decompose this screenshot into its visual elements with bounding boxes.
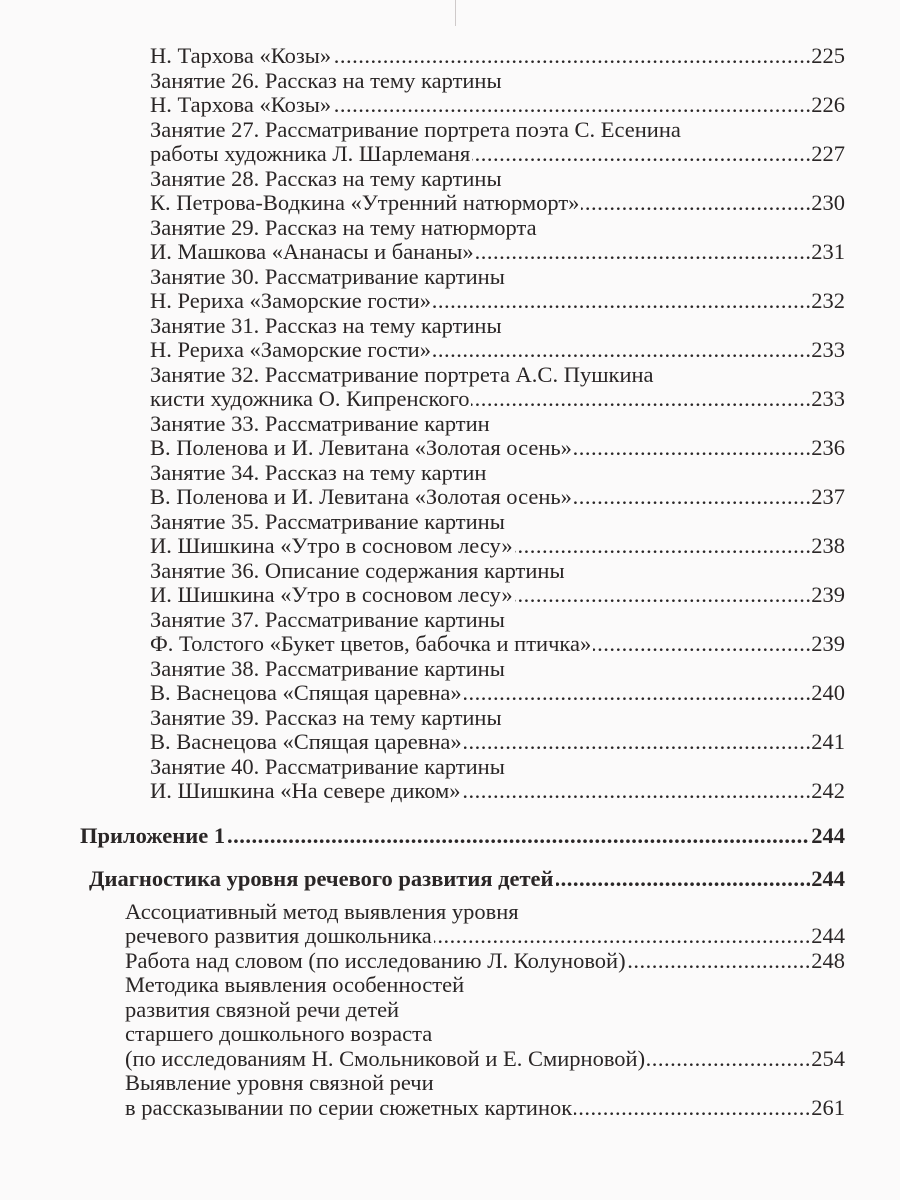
toc-entry-line [0,632,900,657]
entry-text: Занятие 27. Рассматривание портрета поэта С. Есенина [150,116,681,142]
toc-entry-line [0,265,900,290]
toc-entry-line [0,289,900,314]
toc-entry-line [0,510,900,535]
toc-entry-line [0,93,900,118]
entry-text: ..... Н. Тархова «Козы» [150,43,332,68]
entry-text: ..... Н. Рериха «Заморские гости» [150,337,431,362]
toc-entry-line [0,216,900,241]
toc-entry-line [0,240,900,265]
page-number: 240 [811,680,845,705]
toc-subentry-line [0,1022,900,1047]
toc-entry-line [0,583,900,608]
entry-text: ..... И. Шишкина «Утро в сосновом лесу» [150,533,513,558]
toc-subentry-line [0,1096,900,1121]
page-number: 239 [811,631,845,656]
toc-entry-line [0,755,900,780]
page-number: 236 [811,435,845,460]
page-number: 231 [811,239,845,264]
page-number: 233 [811,337,845,362]
page-number: 261 [811,1094,845,1120]
toc-entry-line [0,44,900,69]
diagnostics-heading [0,867,900,892]
entry-text: Занятие 40. Рассматривание картины [150,753,505,779]
entry-text: Занятие 30. Рассматривание картины [150,263,505,289]
entry-text: Занятие 28. Рассказ на тему картины [150,165,502,191]
entry-text: Выявление уровня связной речи [125,1070,434,1095]
toc-subentry-line [0,973,900,998]
entry-text: ..... Работа над словом (по исследованию Л. Колуновой) [125,947,626,973]
toc-subentry-line [0,1047,900,1072]
page-number: 227 [811,141,845,166]
page-number: 239 [811,582,845,607]
entry-text: развития связной речи детей [125,996,400,1022]
page-number: 226 [811,92,845,117]
page-number: 241 [811,729,845,754]
entry-text: ..... К. Петрова-Водкина «Утренний натюрморт» [150,190,580,215]
entry-text: ..... в рассказывании по серии сюжетных картинок [125,1094,573,1120]
entry-text: Ассоциативный метод выявления уровня [125,898,519,924]
entry-text: ..... Приложение 1 [80,822,226,848]
entry-text: Занятие 32. Рассматривание портрета А.С. Пушкина [150,361,654,387]
page-number: 232 [811,288,845,313]
entry-text: ..... Ф. Толстого «Букет цветов, бабочка и птичка» [150,631,592,656]
page-number: 233 [811,386,845,411]
toc-entry-line [0,608,900,633]
toc-entry-line [0,363,900,388]
page-number: 230 [811,190,845,215]
toc-entry-line [0,69,900,94]
entry-text: Занятие 38. Рассматривание картины [150,655,505,681]
toc-subentry-line [0,900,900,925]
toc-entry-line [0,338,900,363]
toc-entry-line [0,779,900,804]
page-number: 242 [811,778,845,803]
entry-text: ..... И. Шишкина «Утро в сосновом лесу» [150,582,513,607]
toc-subentry-line [0,949,900,974]
toc-subentry-line [0,1071,900,1096]
page-number: 225 [811,43,845,68]
entry-text: ..... кисти художника О. Кипренского [150,386,470,411]
table-of-contents [0,44,900,1120]
toc-entry-line [0,681,900,706]
toc-entry-line [0,657,900,682]
entry-text: ..... Н. Рериха «Заморские гости» [150,288,431,313]
entry-text: ..... (по исследованиям Н. Смольниковой и Е. Смирновой) [125,1045,646,1071]
toc-subentry-line [0,998,900,1023]
entry-text: Занятие 34. Рассказ на тему картин [150,459,487,485]
toc-entry-line [0,412,900,437]
entry-text: Занятие 39. Рассказ на тему картины [150,704,502,730]
page-number: 248 [811,947,845,973]
toc-entry-line [0,559,900,584]
entry-text: Занятие 29. Рассказ на тему натюрморта [150,214,537,240]
toc-entry-line [0,314,900,339]
entry-text: старшего дошкольного возраста [125,1021,433,1046]
toc-entry-line [0,118,900,143]
page-fold-line [455,0,456,26]
toc-entry-line [0,485,900,510]
entry-text: ..... В. Васнецова «Спящая царевна» [150,680,462,705]
entry-text: ..... Н. Тархова «Козы» [150,92,332,117]
entry-text: ..... И. Машкова «Ананасы и бананы» [150,239,474,264]
entry-text: ..... В. Поленова и И. Левитана «Золотая осень» [150,435,572,460]
entry-text: ..... работы художника Л. Шарлеманя [150,141,471,166]
entry-text: ..... И. Шишкина «На севере диком» [150,778,461,803]
toc-entry-line [0,730,900,755]
entry-text: Методика выявления особенностей [125,972,465,997]
entry-text: ..... речевого развития дошкольника [125,923,432,948]
toc-subentry-line [0,924,900,949]
entry-text: ..... Диагностика уровня речевого развития детей [89,866,554,891]
toc-entry-line [0,387,900,412]
toc-entry-line [0,461,900,486]
page-number: 254 [811,1045,845,1071]
page-number: 244 [811,822,845,848]
entry-text: Занятие 37. Рассматривание картины [150,606,505,632]
appendix-heading [0,824,900,849]
entry-text: Занятие 36. Описание содержания картины [150,557,565,583]
entry-text: ..... В. Поленова и И. Левитана «Золотая осень» [150,484,572,509]
toc-entry-line [0,706,900,731]
toc-entry-line [0,534,900,559]
page-number: 238 [811,533,845,558]
entry-text: Занятие 26. Рассказ на тему картины [150,67,502,93]
page-number: 244 [811,923,845,948]
entry-text: Занятие 31. Рассказ на тему картины [150,312,502,338]
toc-entry-line [0,142,900,167]
toc-entry-line [0,436,900,461]
page-number: 237 [811,484,845,509]
entry-text: Занятие 35. Рассматривание картины [150,508,505,534]
entry-text: Занятие 33. Рассматривание картин [150,410,490,436]
entry-text: ..... В. Васнецова «Спящая царевна» [150,729,462,754]
toc-entry-line [0,167,900,192]
toc-entry-line [0,191,900,216]
page-number: 244 [811,866,845,891]
